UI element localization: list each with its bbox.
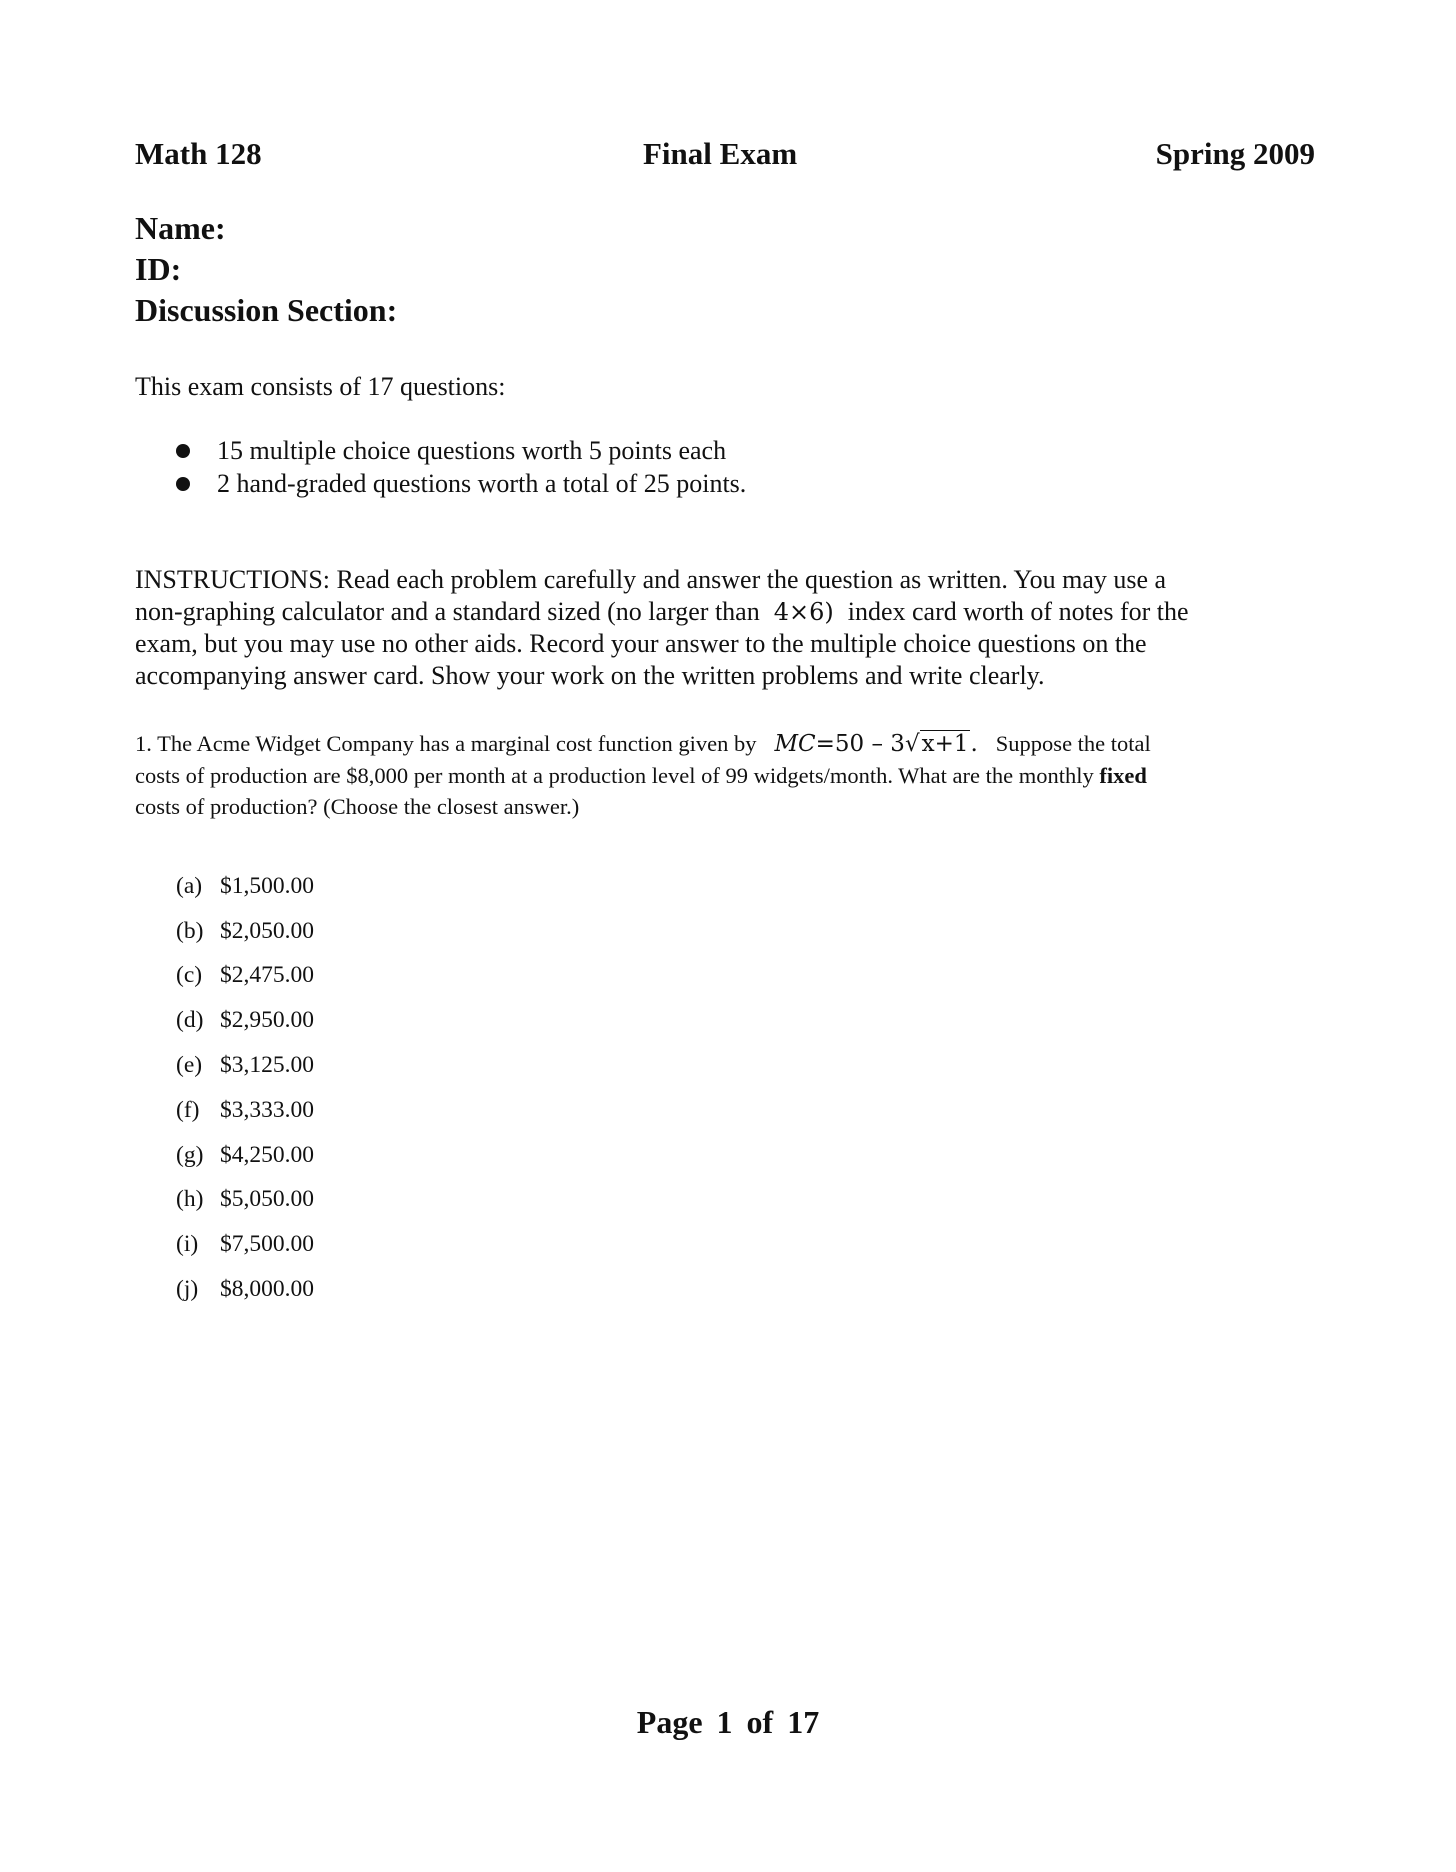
choice-e xyxy=(176,1043,314,1088)
answer-choices xyxy=(176,864,314,1312)
choice-value: $2,475.00 xyxy=(220,962,314,989)
choice-a xyxy=(176,864,314,909)
intro-text: This exam consists of 17 questions: xyxy=(135,372,506,401)
choice-letter: (j) xyxy=(176,1276,199,1303)
name-label: Name: xyxy=(135,210,226,246)
choice-j xyxy=(176,1267,314,1312)
bullet-icon xyxy=(176,444,190,458)
choice-letter: (b) xyxy=(176,917,204,944)
choice-f xyxy=(176,1088,314,1133)
list-item xyxy=(176,467,746,500)
list-item-text: 15 multiple choice questions worth 5 points each xyxy=(217,436,727,465)
question-1 xyxy=(135,728,1320,822)
instructions-line: exam, but you may use no other aids. Record your answer to the multiple choice questions on the xyxy=(135,629,1147,658)
instructions-line: INSTRUCTIONS: Read each problem carefully and answer the question as written. You may use a xyxy=(135,565,1167,594)
formula-mid: =50 – 3 xyxy=(815,731,905,757)
choice-value: $2,050.00 xyxy=(220,917,314,944)
question-text: costs of production are $8,000 per month at a production level of 99 widgets/month. What are the monthly xyxy=(135,763,1094,788)
choice-letter: (h) xyxy=(176,1186,204,1213)
student-fields xyxy=(135,208,397,331)
page-number: Page 1 of 17 xyxy=(636,1704,820,1740)
choice-value: $7,500.00 xyxy=(220,1231,314,1258)
question-line xyxy=(135,760,1320,791)
list-item xyxy=(176,434,746,467)
choice-h xyxy=(176,1178,314,1223)
choice-letter: (d) xyxy=(176,1007,204,1034)
card-size-math: 4×6) xyxy=(773,598,834,626)
choice-b xyxy=(176,909,314,954)
instructions-text: non-graphing calculator and a standard sized (no larger than xyxy=(135,597,760,626)
choice-letter: (i) xyxy=(176,1231,199,1258)
choice-g xyxy=(176,1133,314,1178)
formula-lhs: MC xyxy=(774,731,816,757)
question-line: costs of production? (Choose the closest answer.) xyxy=(135,794,580,819)
choice-value: $3,333.00 xyxy=(220,1096,314,1123)
instructions-line xyxy=(135,596,1320,628)
id-label: ID: xyxy=(135,251,182,287)
choice-value: $4,250.00 xyxy=(220,1141,314,1168)
list-item-text: 2 hand-graded questions worth a total of 25 points. xyxy=(217,469,747,498)
question-summary-list xyxy=(176,434,746,500)
choice-i xyxy=(176,1222,314,1267)
choice-letter: (f) xyxy=(176,1096,200,1123)
formula-end: . xyxy=(970,731,978,757)
instructions-paragraph xyxy=(135,564,1320,692)
choice-c xyxy=(176,954,314,999)
choice-letter: (e) xyxy=(176,1052,203,1079)
choice-letter: (a) xyxy=(176,872,203,899)
choice-d xyxy=(176,998,314,1043)
bullet-icon xyxy=(176,477,190,491)
question-line xyxy=(135,728,1320,760)
formula-radicand: x+1 xyxy=(921,731,969,757)
question-emphasis: fixed xyxy=(1099,763,1147,788)
choice-value: $2,950.00 xyxy=(220,1007,314,1034)
question-text: 1. The Acme Widget Company has a marginal cost function given by xyxy=(135,731,757,756)
course-title: Math 128 xyxy=(135,136,262,171)
choice-value: $3,125.00 xyxy=(220,1052,314,1079)
choice-value: $5,050.00 xyxy=(220,1186,314,1213)
section-label: Discussion Section: xyxy=(135,292,398,328)
exam-title: Final Exam xyxy=(643,136,798,171)
exam-header xyxy=(135,136,1315,172)
choice-value: $8,000.00 xyxy=(220,1276,314,1303)
choice-letter: (g) xyxy=(176,1141,204,1168)
exam-term: Spring 2009 xyxy=(1155,136,1315,171)
instructions-line: accompanying answer card. Show your work on the written problems and write clearly. xyxy=(135,661,1045,690)
choice-letter: (c) xyxy=(176,962,203,989)
marginal-cost-formula: MC=50 – 3√x+1. xyxy=(774,731,978,757)
instructions-text: index card worth of notes for the xyxy=(847,597,1189,626)
question-text: Suppose the total xyxy=(995,731,1151,756)
choice-value: $1,500.00 xyxy=(220,872,314,899)
